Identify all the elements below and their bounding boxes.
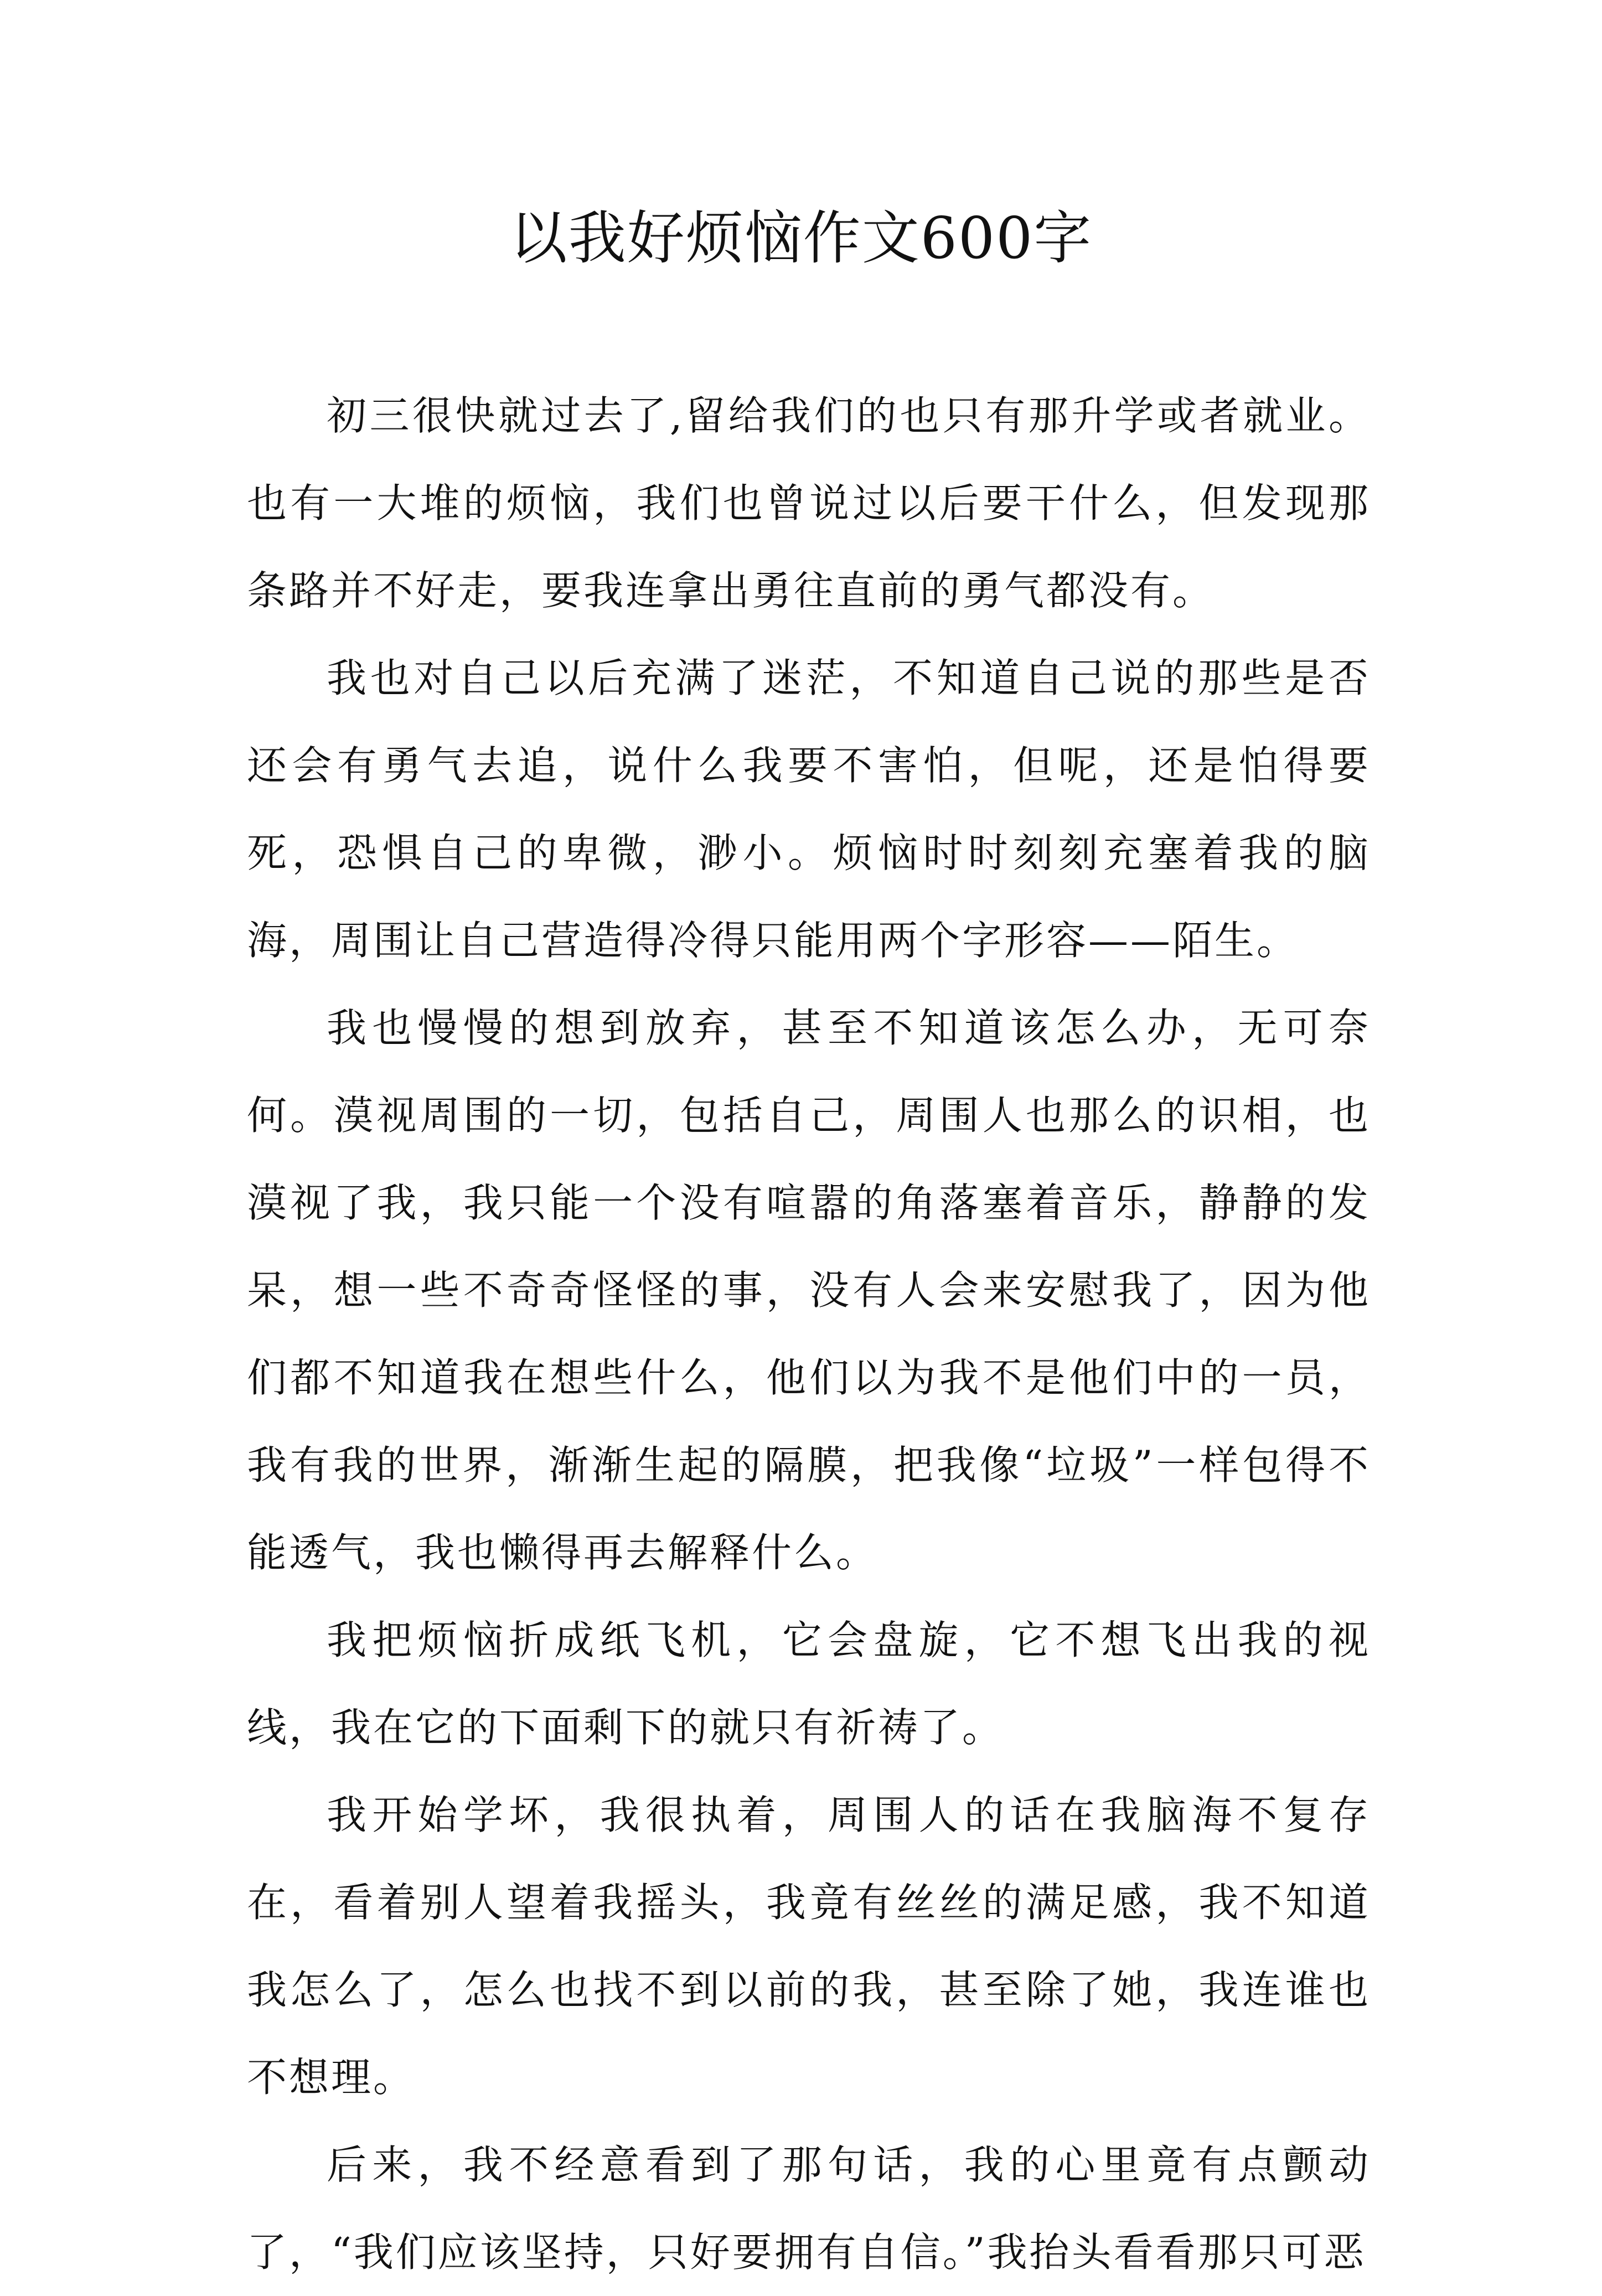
paragraph-2: 我也对自己以后充满了迷茫，不知道自己说的那些是否还会有勇气去追，说什么我要不害怕，但呢，还是怕得要死，恐惧自己的卑微，渺小。烦恼时时刻刻充塞着我的脑海，周围让自己营造得冷得只能用两个字形容——陌生。 xyxy=(247,655,1371,964)
paragraph-3: 我也慢慢的想到放弃，甚至不知道该怎么办，无可奈何。漠视周围的一切，包括自己，周围人也那么的识相，也漠视了我，我只能一个没有喧嚣的角落塞着音乐，静静的发呆，想一些不奇奇怪怪的事，没有人会来安慰我了，因为他们都不知道我在想些什么，他们以为我不是他们中的一员，我有我的世界，渐渐生起的隔膜，把我像“垃圾”一样包得不能透气，我也懒得再去解释什么。 xyxy=(247,1005,1371,1576)
document-body xyxy=(247,372,1371,2296)
document-title: 以我好烦恼作文600字 xyxy=(509,204,1093,272)
paragraph-5: 我开始学坏，我很执着，周围人的话在我脑海不复存在，看着别人望着我摇头，我竟有丝丝的满足感，我不知道我怎么了，怎么也找不到以前的我，甚至除了她，我连谁也不想理。 xyxy=(247,1792,1371,2101)
paragraph-4: 我把烦恼折成纸飞机，它会盘旋，它不想飞出我的视线，我在它的下面剩下的就只有祈祷了。 xyxy=(247,1617,1371,1751)
paragraph-1: 初三很快就过去了,留给我们的也只有那升学或者就业。也有一大堆的烦恼，我们也曾说过以后要干什么，但发现那条路并不好走，要我连拿出勇往直前的勇气都没有。 xyxy=(247,392,1371,614)
paragraph-6: 后来，我不经意看到了那句话，我的心里竟有点颤动了，“我们应该坚持，只好要拥有自信。”我抬头看看那只可恶 xyxy=(247,2142,1371,2276)
